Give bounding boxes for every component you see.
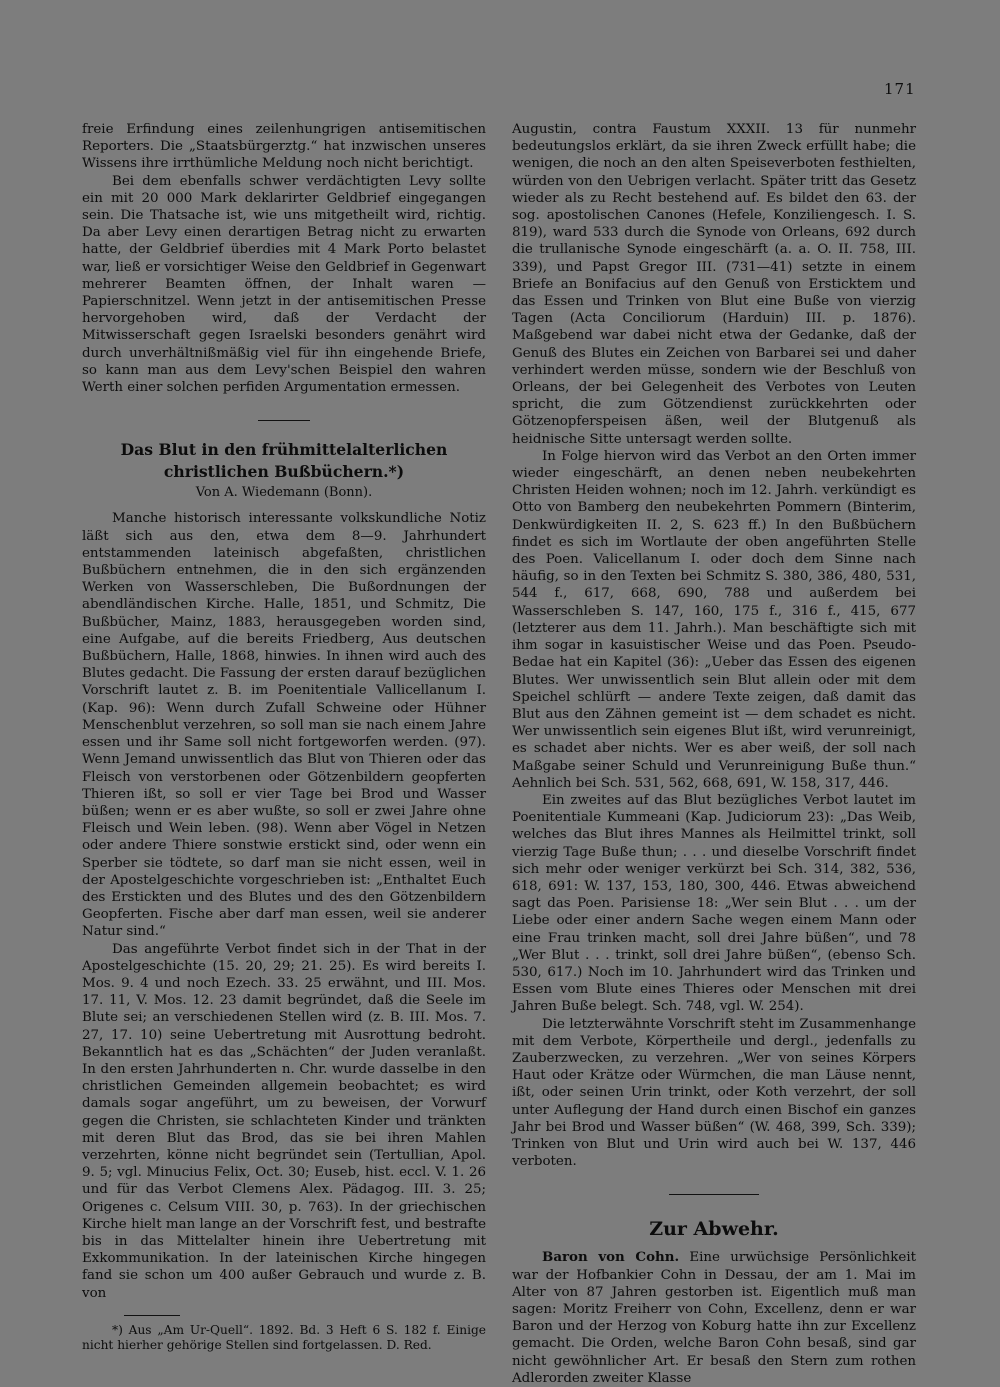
left-column <box>82 121 486 1354</box>
footnote-rule <box>124 1315 180 1316</box>
paragraph: freie Erfindung eines zeilenhungrigen antisemitischen Reporters. Die „Staatsbürgerztg.“ hat inzwischen unseres Wissens ihre irrthümliche Meldung noch nicht berichtigt. <box>82 122 486 172</box>
footnote <box>82 1323 486 1354</box>
article-byline: Von A. Wiedemann (Bonn). <box>195 485 373 501</box>
footnote-text: *) Aus „Am Ur-Quell“. 1892. Bd. 3 Heft 6 S. 182 f. Einige nicht hierher gehörige Stellen sind fortgelassen. D. Red. <box>82 1322 486 1353</box>
paragraph: Manche historisch interessante volkskundliche Notiz läßt sich aus den, etwa dem 8—9. Jahrhundert entstammenden lateinisch abgefaßten, christlichen Bußbüchern entnehmen, die in den sich ergänzenden Werken von Wasserschleben, Die Bußordnungen der abendländischen Kirche. Halle, 1851, und Schmitz, Die Bußbücher, Mainz, 1883, herausgegeben worden sind, eine Aufgabe, auf die bereits Friedberg, Aus deutschen Bußbüchern, Halle, 1868, hinwies. In ihnen wird auch des Blutes gedacht. Die Fassung der ersten darauf bezüglichen Vorschrift lautet z. B. im Poenitentiale Vallicellanum I. (Kap. 96): Wenn durch Zufall Schweine oder Hühner Menschenblut verzehren, so soll man sie nach einem Jahre essen und ihr Same soll nicht fortgeworfen werden. (97). Wenn Jemand unwissentlich das Blut von Thieren oder das Fleisch von verstorbenen oder Götzenbildern geopferten Thieren ißt, so soll er vier Tage bei Brod und Wasser büßen; wenn er es aber wußte, so soll er zwei Jahre ohne Fleisch und Wein leben. (98). Wenn aber Vögel in Netzen oder andere Thiere sonstwie erstickt sind, oder wenn ein Sperber sie tödtete, so darf man sie nicht essen, weil in der Apostelgeschichte vorgeschrieben ist: „Enthaltet Euch des Erstickten und des Blutes und des den Götzenbildern Geopferten. Fische aber darf man essen, weil sie anderer Natur sind.“ <box>82 511 486 940</box>
divider <box>258 420 310 421</box>
paragraph: Ein zweites auf das Blut bezügliches Verbot lautet im Poenitentiale Kummeani (Kap. Judiciorum 23): „Das Weib, welches das Blut ihres Mannes als Heilmittel trinkt, soll vierzig Tage Buße thun; . . . und dieselbe Vorschrift findet sich mehr oder weniger verkürzt bei Sch. 314, 382, 536, 618, 691: W. 137, 153, 180, 300, 446. Etwas abweichend sagt das Poen. Parisiense 18: „Wer sein Blut . . . um der Liebe oder einer andern Sache wegen einem Mann oder eine Frau trinken macht, soll drei Jahre büßen“, und 78 „Wer Blut . . . trinkt, soll drei Jahre büßen“, (ebenso Sch. 530, 617.) Noch im 10. Jahrhundert wird das Trinken und Essen vom Blute eines Thieres oder Menschen mit drei Jahren Buße belegt. Sch. 748, vgl. W. 254). <box>512 792 916 1015</box>
section-title: Zur Abwehr. <box>649 1218 779 1241</box>
section-lead: Baron von Cohn. <box>542 1249 680 1266</box>
paragraph: Bei dem ebenfalls schwer verdächtigten Levy sollte ein mit 20 000 Mark deklarirter Geldbrief eingegangen sein. Die Thatsache ist, wie uns mitgetheilt wird, richtig. Da aber Levy einen derartigen Betrag nicht zu erwarten hatte, der Geldbrief überdies mit 4 Mark Porto belastet war, ließ er vorsichtiger Weise den Geldbrief in Gegenwart mehrerer Beamten öffnen, der Inhalt waren — Papierschnitzel. Wenn jetzt in der antisemitischen Presse hervorgehoben wird, daß der Verdacht der Mitwisserschaft gegen Israelski besonders genährt wird durch unverhältnißmäßig viel für ihn eingehende Briefe, so kann man aus dem Levy'schen Beispiel den wahren Werth einer solchen perfiden Argumentation ermessen. <box>82 173 486 396</box>
article-title: Das Blut in den frühmittelalterlichen christlichen Bußbüchern.*) <box>120 440 448 482</box>
right-column <box>512 121 916 1387</box>
paragraph: Die letzterwähnte Vorschrift steht im Zusammenhange mit dem Verbote, Körpertheile und dergl., jedenfalls zu Zauberzwecken, zu verzehren. „Wer von seines Körpers Haut oder Krätze oder Würmchen, die man Läuse nennt, ißt, oder seinen Urin trinkt, oder Koth verzehrt, der soll unter Auflegung der Hand durch einen Bischof ein ganzes Jahr bei Brod und Wasser büßen“ (W. 468, 399, Sch. 339); Trinken von Blut und Urin wird auch bei W. 137, 446 verboten. <box>512 1016 916 1170</box>
page-number: 171 <box>884 80 916 98</box>
section-text: Eine urwüchsige Persönlichkeit war der Hofbankier Cohn in Dessau, der am 1. Mai im Alter von 87 Jahren gestorben ist. Eigentlich muß man sagen: Moritz Freiherr von Cohn, Excellenz, denn er war Baron und der Herzog von Koburg hatte ihn zur Excellenz gemacht. Die Orden, welche Baron Cohn besaß, sind gar nicht gewöhnlicher Art. Er besaß den Stern zum rothen Adlerorden zweiter Klasse <box>512 1250 916 1386</box>
divider <box>669 1194 759 1195</box>
paragraph: Augustin, contra Faustum XXXII. 13 für nunmehr bedeutungslos erklärt, da sie ihren Zweck erfüllt habe; die wenigen, die noch an den alten Speiseverboten festhielten, würden von den Uebrigen verlacht. Später tritt das Gesetz wieder als zu Recht bestehend auf. Es bildet den 63. der sog. apostolischen Canones (Hefele, Konziliengesch. I. S. 819), ward 533 durch die Synode von Orleans, 692 durch die trullanische Synode eingeschärft (a. a. O. II. 758, III. 339), und Papst Gregor III. (731—41) setzte in einem Briefe an Bonifacius auf den Genuß von Ersticktem und das Essen und Trinken von Blut eine Buße von vierzig Tagen (Acta Conciliorum (Harduin) III. p. 1876). Maßgebend war dabei nicht etwa der Gedanke, daß der Genuß des Blutes ein Zeichen von Barbarei sei und daher verhindert werden müsse, sondern wie der Beschluß von Orleans, der bei Gelegenheit des Verbotes von Leuten spricht, die zum Götzendienst zurückkehrten oder Götzenopferspeisen äßen, weil der Blutgenuß als heidnische Sitte untersagt werden sollte. <box>512 122 916 447</box>
paragraph: Das angeführte Verbot findet sich in der That in der Apostelgeschichte (15. 20, 29; 21. 25). Es wird bereits I. Mos. 9. 4 und noch Ezech. 33. 25 erwähnt, und III. Mos. 17. 11, V. Mos. 12. 23 damit begründet, daß die Seele im Blute sei; an verschiedenen Stellen wird (z. B. III. Mos. 7. 27, 17. 10) seine Uebertretung mit Ausrottung bedroht. Bekanntlich hat es das „Schächten“ der Juden veranlaßt. In den ersten Jahrhunderten n. Chr. wurde dasselbe in den christlichen Gemeinden allgemein beobachtet; es wird damals sogar angeführt, um zu beweisen, der Vorwurf gegen die Christen, sie schlachteten Kinder und tränkten mit deren Blut das Brod, das sie bei ihren Mahlen verzehrten, könne nicht begründet sein (Tertullian, Apol. 9. 5; vgl. Minucius Felix, Oct. 30; Euseb, hist. eccl. V. 1. 26 und für das Verbot Clemens Alex. Pädagog. III. 3. 25; Origenes c. Celsum VIII. 30, p. 763). In der griechischen Kirche hielt man lange an der Vorschrift fest, und bestrafte bis in das Mittelalter hinein ihre Uebertretung mit Exkommunikation. In der lateinischen Kirche hingegen fand sie schon um 400 außer Gebrauch und wurde z. B. von <box>82 941 486 1301</box>
paragraph <box>512 1249 916 1387</box>
paragraph: In Folge hiervon wird das Verbot an den Orten immer wieder eingeschärft, an denen neben neubekehrten Christen Heiden wohnen; noch im 12. Jahrh. verkündigt es Otto von Bamberg den neubekehrten Pommern (Binterim, Denkwürdigkeiten II. 2, S. 623 ff.) In den Bußbüchern findet es sich im Wortlaute der oben angeführten Stelle des Poen. Valicellanum I. oder doch dem Sinne nach häufig, so in den Texten bei Schmitz S. 380, 386, 480, 531, 544 f., 617, 668, 690, 788 und außerdem bei Wasserschleben S. 147, 160, 175 f., 316 f., 415, 677 (letzterer aus dem 11. Jahrh.). Man beschäftigte sich mit ihm sogar in kasuistischer Weise und das Poen. Pseudo-Bedae hat ein Kapitel (36): „Ueber das Essen des eigenen Blutes. Wer unwissentlich sein Blut allein oder mit dem Speichel schlürft — andere Texte zeigen, daß damit das Blut aus den Zähnen gemeint ist — dem schadet es nicht. Wer unwissentlich sein eigenes Blut ißt, wird verunreinigt, es schadet aber nichts. Wer es aber weiß, der soll nach Maßgabe seiner Schuld und Verunreinigung Buße thun.“ Aehnlich bei Sch. 531, 562, 668, 691, W. 158, 317, 446. <box>512 448 916 791</box>
